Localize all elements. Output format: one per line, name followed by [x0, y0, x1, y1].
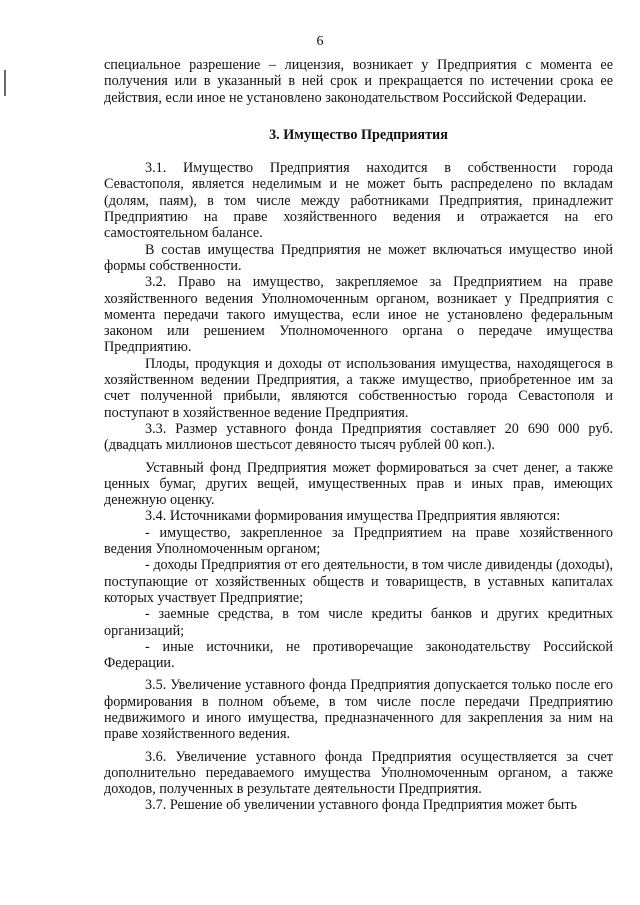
paragraph-continuation: специальное разрешение – лицензия, возникает у Предприятия с момента ее получения или в указанный в ней срок и прекращается по истечении срока ее действия, если иное не установлено законодательством Российской Федерации.	[104, 57, 613, 106]
paragraph-3-5: 3.5. Увеличение уставного фонда Предприятия допускается только после его формирования в полном объеме, в том числе после передачи Предприятию недвижимого и иного имущества, предназначенного для закрепления за ним на праве хозяйственного ведения.	[104, 677, 613, 743]
section-heading: 3. Имущество Предприятия	[269, 126, 448, 143]
document-body	[104, 57, 613, 814]
paragraph-3-1-ownership: В состав имущества Предприятия не может включаться имущество иной формы собственности.	[104, 241, 613, 274]
list-item-property: - имущество, закрепленное за Предприятием на праве хозяйственного ведения Уполномоченным органом;	[104, 524, 613, 558]
list-item-loans: - заемные средства, в том числе кредиты банков и других кредитных организаций;	[104, 606, 613, 639]
paragraph-3-3: 3.3. Размер уставного фонда Предприятия составляет 20 690 000 руб. (двадцать миллионов шестьсот девяносто тысяч рублей 00 коп.).	[104, 420, 613, 454]
list-item-income: - доходы Предприятия от его деятельности, в том числе дивиденды (доходы), поступающие от хозяйственных обществ и товариществ, в уставных капиталах которых участвует Предприятие;	[104, 557, 613, 606]
paragraph-3-2: 3.2. Право на имущество, закрепляемое за Предприятием на праве хозяйственного ведения Уполномоченным органом, возникает у Предприятия с момента передачи такого имущества, если иное не установлено федеральным законом или решением Уполномоченного органа о передаче имущества Предприятию.	[104, 274, 613, 356]
paragraph-3-7: 3.7. Решение об увеличении уставного фонда Предприятия может быть	[145, 797, 578, 814]
paragraph-3-3-fund: Уставный фонд Предприятия может формироваться за счет денег, а также ценных бумаг, других вещей, имущественных прав и иных прав, имеющих денежную оценку.	[104, 459, 613, 509]
paragraph-3-6: 3.6. Увеличение уставного фонда Предприятия осуществляется за счет дополнительно передаваемого имущества Уполномоченным органом, а также доходов, полученных в результате деятельности Предприятия.	[104, 748, 613, 798]
paragraph-3-2-fruits: Плоды, продукция и доходы от использования имущества, находящегося в хозяйственном ведении Предприятия, а также имущество, приобретенное им за счет полученной прибыли, являются собственностью города Севастополя и поступают в хозяйственное ведение Предприятия.	[104, 355, 613, 421]
page-number: 6	[316, 34, 324, 49]
paragraph-3-4: 3.4. Источниками формирования имущества Предприятия являются:	[145, 508, 561, 525]
list-item-other: - иные источники, не противоречащие законодательству Российской Федерации.	[104, 638, 613, 672]
scan-margin-mark	[4, 70, 6, 96]
paragraph-3-1: 3.1. Имущество Предприятия находится в собственности города Севастополя, является неделимым и не может быть распределено по вкладам (долям, паям), в том числе между работниками Предприятия, принадлежит Предприятию на праве хозяйственного ведения и отражается на его самостоятельном балансе.	[104, 160, 613, 242]
